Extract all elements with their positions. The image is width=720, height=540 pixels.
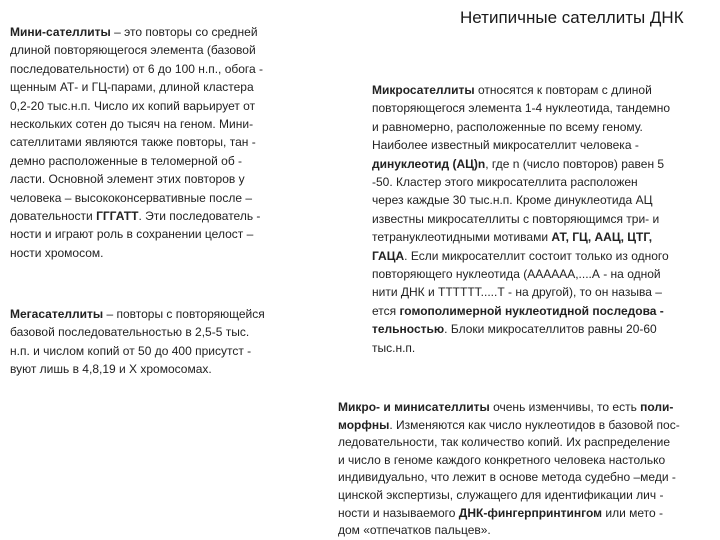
bold-term: АТ, ГЦ, ААЦ, ЦТГ, xyxy=(551,230,653,245)
text-run: индивидуально, что лежит в основе метода судебно –меди - xyxy=(338,470,676,485)
text-line xyxy=(10,225,302,243)
text-line xyxy=(372,247,702,265)
text-line xyxy=(372,339,702,357)
text-line xyxy=(10,152,302,170)
text-line xyxy=(10,133,302,151)
text-run: , где n (число повторов) равен 5 xyxy=(485,156,665,171)
text-run: вуют лишь в 4,8,19 и Х хромосомах. xyxy=(10,362,212,377)
bold-term: Микро- и минисателлиты xyxy=(338,400,490,414)
text-run: н.п. и числом копий от 50 до 400 присутст - xyxy=(10,343,252,358)
megasatellites-paragraph xyxy=(10,305,302,379)
text-line xyxy=(10,342,302,360)
text-run: довательности xyxy=(10,209,97,224)
text-line xyxy=(338,487,710,505)
text-run: ледовательности, так количество копий. Их распределение xyxy=(338,435,671,450)
text-line xyxy=(338,469,710,487)
bold-term: ГАЦА xyxy=(372,248,405,263)
text-line xyxy=(372,155,702,173)
text-run: повторяющего нуклеотида (АААААА,....А - на одной xyxy=(372,267,661,282)
text-run: тетрануклеотидными мотивами xyxy=(372,230,552,245)
text-line xyxy=(10,207,302,225)
text-line xyxy=(10,97,302,115)
text-run: Наиболее известный микросателлит человека - xyxy=(372,138,639,153)
bold-term: ДНК-фингерпринтингом xyxy=(458,505,603,520)
text-line xyxy=(10,323,302,341)
text-line xyxy=(338,417,710,435)
text-line xyxy=(338,505,710,523)
text-run: длиной повторяющегося элемента (базовой xyxy=(10,43,256,58)
bold-term: морфны xyxy=(338,417,390,432)
text-run: повторяющегося элемента 1-4 нуклеотида, тандемно xyxy=(372,101,671,116)
text-line xyxy=(10,305,302,323)
slide-title: Нетипичные сателлиты ДНК xyxy=(460,8,684,27)
text-line xyxy=(372,136,702,154)
text-run: . Блоки микросателлитов равны 20-60 xyxy=(444,322,657,337)
text-line xyxy=(10,244,302,262)
text-line xyxy=(372,118,702,136)
text-line xyxy=(372,302,702,320)
text-line xyxy=(10,60,302,78)
text-line xyxy=(372,99,702,117)
text-run: ности и играют роль в сохранении целост – xyxy=(10,227,254,242)
text-run: известны микросателлиты с повторяющимся три- и xyxy=(372,211,660,226)
bold-term: динуклеотид (АЦ)n xyxy=(372,156,486,171)
text-run: очень изменчивы, то есть xyxy=(489,400,641,414)
text-run: – это повторы со средней xyxy=(110,25,258,39)
text-run: и равномерно, расположенные по всему геному. xyxy=(372,119,643,134)
minisatellites-paragraph xyxy=(10,23,302,262)
text-run: – повторы с повторяющейся xyxy=(103,307,265,321)
text-run: относятся к повторам с длиной xyxy=(474,83,652,97)
text-run: нити ДНК и ТТТТТТ.....Т - на другой), то он называ – xyxy=(372,285,662,300)
text-run: сателлитами являются также повторы, тан - xyxy=(10,135,256,150)
text-line xyxy=(10,41,302,59)
text-run: . Если микросателлит состоит только из одного xyxy=(404,248,669,263)
text-run: последовательности) от 6 до 100 н.п., обога - xyxy=(10,61,264,76)
text-run: щенным АТ- и ГЦ-парами, длиной кластера xyxy=(10,80,254,95)
text-run: базовой последовательностью в 2,5-5 тыс. xyxy=(10,325,250,340)
text-line xyxy=(10,170,302,188)
text-line xyxy=(372,191,702,209)
text-run: цинской экспертизы, служащего для идентификации лич - xyxy=(338,487,664,502)
bold-term: ГГГАТТ xyxy=(96,209,139,224)
text-run: -50. Кластер этого микросателлита расположен xyxy=(372,175,638,190)
text-run: ности хромосом. xyxy=(10,245,104,260)
text-line xyxy=(10,78,302,96)
microsatellites-paragraph xyxy=(372,81,702,357)
text-run: ласти. Основной элемент этих повторов у xyxy=(10,172,245,187)
text-run: ется xyxy=(372,303,400,318)
variability-paragraph xyxy=(338,399,710,540)
text-run: ности и называемого xyxy=(338,505,459,520)
text-line xyxy=(10,360,302,378)
text-line xyxy=(372,210,702,228)
text-line xyxy=(372,265,702,283)
text-line xyxy=(372,283,702,301)
text-run: через каждые 30 тыс.н.п. Кроме динуклеотида АЦ xyxy=(372,193,653,208)
text-run: дом «отпечатков пальцев». xyxy=(338,523,491,538)
text-line xyxy=(372,320,702,338)
text-run: . Изменяются как число нуклеотидов в базовой пос- xyxy=(389,417,680,432)
text-line xyxy=(372,173,702,191)
text-line xyxy=(338,452,710,470)
text-run: . Эти последователь - xyxy=(138,209,261,224)
text-run: нескольких сотен до тысяч на геном. Мини- xyxy=(10,117,254,132)
text-line xyxy=(10,189,302,207)
text-line xyxy=(10,115,302,133)
bold-term: Микросателлиты xyxy=(372,83,475,97)
bold-term: гомополимерной нуклеотидной последова - xyxy=(399,303,664,318)
text-line xyxy=(338,434,710,452)
text-line xyxy=(372,228,702,246)
text-run: и число в геноме каждого конкретного человека настолько xyxy=(338,452,666,467)
text-line xyxy=(10,23,302,41)
text-run: человека – высококонсервативные после – xyxy=(10,190,253,205)
text-run: 0,2-20 тыс.н.п. Число их копий варьирует от xyxy=(10,98,256,113)
bold-term: Мегасателлиты xyxy=(10,307,104,321)
text-run: демно расположенные в теломерной об - xyxy=(10,153,243,168)
text-run: тыс.н.п. xyxy=(372,340,416,355)
bold-term: Мини-сателлиты xyxy=(10,25,111,39)
text-line xyxy=(338,399,710,417)
bold-term: тельностью xyxy=(372,322,445,337)
text-run: или мето - xyxy=(602,505,664,520)
text-line xyxy=(338,522,710,540)
text-line xyxy=(372,81,702,99)
bold-term: поли- xyxy=(640,400,674,414)
